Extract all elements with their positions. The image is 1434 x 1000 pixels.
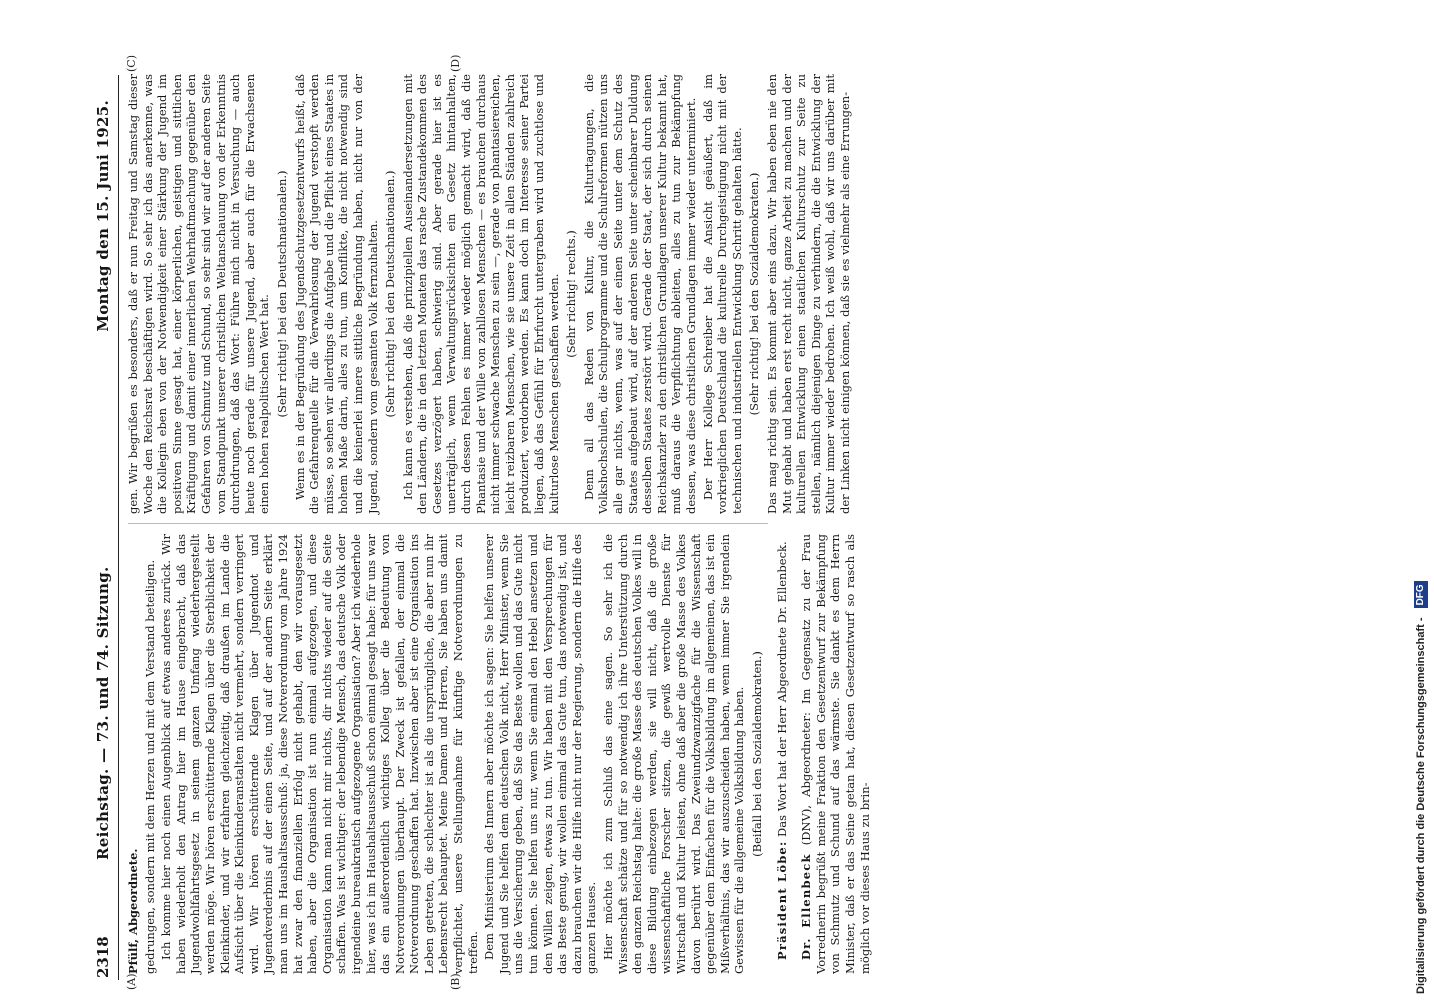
applause-note: (Beifall bei den Sozialdemokraten.): [749, 651, 764, 857]
session-title: Reichstag. — 73. und 74. Sitzung.: [94, 566, 112, 860]
margin-marker-a: (A): [125, 973, 138, 990]
interjection: (Sehr richtig! rechts.): [564, 230, 579, 358]
dfg-logo: DFG: [1414, 581, 1428, 608]
left-column: [126, 534, 872, 974]
margin-marker-b: (B): [449, 973, 462, 990]
paragraph: Ich komme hier noch einen Augenblick auf etwas anderes zurück. Wir haben wiederholt den Antrag hier im Hause eingebracht, daß das Jugendwohlfahrtsgesetz in seinem ganzen Umfang wiederhergestellt werden möge. Wir hören erschütternde Klagen über die Sterblichkeit der Kleinkinder, und wir erfahren gleichzeitig, daß draußen im Lande die Aufsicht über die Kleinkinderanstalten nicht vermehrt, sondern verringert wird. Wir hören erschütternde Klagen über Jugendnot und Jugendverderbnis auf der einen Seite, und auf der andern Seite erklärt man uns im Haushaltsausschuß: ja, diese Notverordnung vom Jahre 1924 hat zwar den finanziellen Erfolg nicht gehabt, den wir vorausgesetzt haben, aber die Organisation ist nun einmal aufgezogen, und diese Organisation kann man nicht mir nichts, dir nichts wieder auf die Seite schaffen. Was ist wichtiger: der lebendige Mensch, das deutsche Volk oder irgendeine bureaukratisch aufgezogene Organisation? Aber ich wiederhole hier, was ich im Haushaltsausschuß schon einmal gesagt habe: für uns war das ein außerordentlich wichtiges Kolleg über die Bedeutung von Notverordnungen überhaupt. Der Zweck ist gefallen, der einmal die Notverordnung geschaffen hat. Inzwischen aber ist eine Organisation ins Leben getreten, die schlechter ist als die ursprüngliche, die aber nun ihr Lebensrecht behauptet. Meine Damen und Herren, Sie haben uns damit verpflichtet, unsere Stellungnahme für künftige Notverordnungen zu treffen.: [159, 534, 480, 974]
date-header: [90, 100, 116, 520]
paragraph: Das mag richtig sein. Es kommt aber eins dazu. Wir haben eben nie den Mut gehabt und haben erst recht nicht, ganze Arbeit zu machen und der kulturellen Entwicklung einen staatlichen Kulturschutz zur Seite zu stellen, nämlich diejenigen Dinge zu verhindern, die die Entwicklung der Kultur immer wieder bedrohen. Ich weiß wohl, daß wir uns darüber mit der Linken nicht einigen können, daß sie es vielmehr als eine Errungen-: [764, 74, 852, 514]
margin-marker-c: (C): [125, 55, 138, 72]
header-rule: [118, 75, 119, 980]
paragraph: Hier möchte ich zum Schluß das eine sagen. So sehr ich die Wissenschaft schätze und für so notwendig ich ihre Unterstützung durch den ganzen Reichstag halte: die große Masse des deutschen Volkes will in diese Bildung einbezogen werden, sie will nicht, daß die große wissenschaftliche Forscher sitzen, die gewiß wertvolle Dienste für Wirtschaft und Kultur leisten, ohne daß aber die große Masse des Volkes davon berührt wird. Das Zweiundzwanzigfache für die Wissenschaft gegenüber dem Einfachen für die Volksbildung im allgemeinen, das ist ein Mißverhältnis, das wir auszuscheiden haben, wenn immer Sie irgendein Gewissen für die allgemeine Volksbildung haben.: [601, 534, 747, 974]
paragraph: Der Herr Kollege Schreiber hat die Ansicht geäußert, daß im vorkrieglichen Deutschland die kulturelle Durchgeistigung nicht mit der technischen und industriellen Entwicklung Schritt gehalten hätte.: [700, 74, 744, 514]
president-statement: [775, 534, 790, 974]
interjection: (Sehr richtig! bei den Deutschnationalen.): [383, 170, 398, 418]
page-number: 2318: [94, 936, 112, 978]
speaker-text: (DNV), Abgeordneter: Im Gegensatz zu der Frau Vorrednerin begrüßt meine Fraktion den Gesetzentwurf zur Bekämpfung von Schmutz und Schund auf das wärmste. Sie dankt es dem Herrn Minister, daß er das Seine getan hat, diesen Gesetzentwurf so rasch als möglich vor dieses Haus zu brin-: [799, 534, 872, 974]
speaker-statement: [799, 534, 872, 974]
interjection: (Sehr richtig! bei den Deutschnationalen.): [274, 170, 289, 418]
president-text: Das Wort hat der Herr Abgeordnete Dr. Ellenbeck.: [774, 541, 789, 837]
margin-marker-d: (D): [449, 54, 462, 72]
paragraph: Dem Ministerium des Innern aber möchte ich sagen: Sie helfen unserer Jugend und Sie helfen dem deutschen Volk nicht, Herr Minister, wenn Sie uns die Versicherung geben, daß Sie das Beste wollen und das Gute nicht tun können. Sie helfen uns nur, wenn Sie einmal den Hebel ansetzen und den Willen zeigen, etwas zu tun. Wir haben mit den Versprechungen für das Beste genug, wir wollen einmal das Gute tun, das notwendig ist, und dazu brauchen wir die Hilfe nicht nur der Regierung, sondern die Hilfe des ganzen Hauses.: [482, 534, 599, 974]
session-date: Montag den 15. Juni 1925.: [94, 100, 112, 332]
president-name: Präsident Löbe:: [774, 840, 789, 960]
digitization-credit: [1410, 4, 1432, 994]
paragraph: gedrungen, sondern mit dem Herzen und mit dem Verstand beteiligen.: [142, 559, 157, 974]
running-speaker-head: Pfülf, Abgeordnete.: [126, 848, 140, 974]
column-divider: [128, 523, 768, 524]
paragraph: Denn all das Reden von Kultur, die Kulturtagungen, die Volkshochschulen, die Schulprogramme und die Schulreformen nützen uns alle gar nichts, wenn, was auf der einen Seite unter dem Schutz des Staates aufgebaut wird, auf der anderen Seite unter scheinbarer Duldung desselben Staates zerstört wird. Gerade der Staat, der sich durch seinen Reichskanzler zu den christlichen Grundlagen unserer Kultur bekannt hat, muß daraus die Verpflichtung ableiten, alles zu tun zur Bekämpfung dessen, was diese christlichen Grundlagen immer wieder unterminiert.: [581, 74, 698, 514]
interjection: (Sehr richtig! bei den Sozialdemokraten.): [747, 172, 762, 416]
paragraph: gen. Wir begrüßen es besonders, daß er nun Freitag und Samstag dieser Woche den Reichsrat beschäftigen wird. So sehr ich das anerkenne, was die Kollegin eben von der Notwendigkeit einer Stärkung der Jugend im positiven Sinne gesagt hat, einer körperlichen, geistigen und sittlichen Kräftigung und damit einer innerlichen Wehrhaftmachung gegenüber den Gefahren von Schmutz und Schund, so sehr sind wir auf der anderen Seite vom Standpunkt unserer christlichen Weltanschauung von der Erkenntnis durchdrungen, daß das Wort: Führe mich nicht in Versuchung — auch heute noch gerade für unsere Jugend, aber auch für die Erwachsenen einen hohen realpolitischen Wert hat.: [126, 74, 272, 514]
paragraph: Ich kann es verstehen, daß die prinzipiellen Auseinandersetzungen mit den Ländern, die in den letzten Monaten das rasche Zustandekommen des Gesetzes verzögert haben, schwierig sind. Aber gerade hier ist es unerträglich, wenn Verwaltungsrücksichten ein Gesetz hintanhalten, durch dessen Fehlen es immer wieder möglich gemacht wird, daß die Phantasie und der Wille von zahllosen Menschen — es brauchen durchaus nicht immer schwache Menschen zu sein —, gerade von phantasiereichen, leicht reizbaren Menschen, wie sie unsere Zeit in allen Ständen zahlreich produziert, verdorben werden. Es kann doch im Interesse seiner Partei liegen, daß das Gefühl für Ehrfurcht untergraben wird und zuchtlose und kulturlose Menschen geschaffen werden.: [400, 74, 561, 514]
paragraph: Wenn es in der Begründung des Jugendschutzgesetzentwurfs heißt, daß die Gefahrenquelle für die Verwahrlosung der Jugend verstopft werden müsse, so sehen wir allerdings die Aufgabe und die Pflicht eines Staates in hohem Maße darin, alles zu tun, um Konflikte, die nicht notwendig sind und die keinerlei innere sittliche Begründung haben, nicht nur von der Jugend, sondern vom gesamten Volk fernzuhalten.: [292, 74, 380, 514]
rotated-page: [90, 54, 872, 990]
speaker-name: Dr. Ellenbeck: [799, 853, 814, 960]
right-column: [126, 74, 852, 514]
credit-text: Digitalisierung gefördert durch die Deutsche Forschungsgemeinschaft -: [1415, 617, 1427, 994]
